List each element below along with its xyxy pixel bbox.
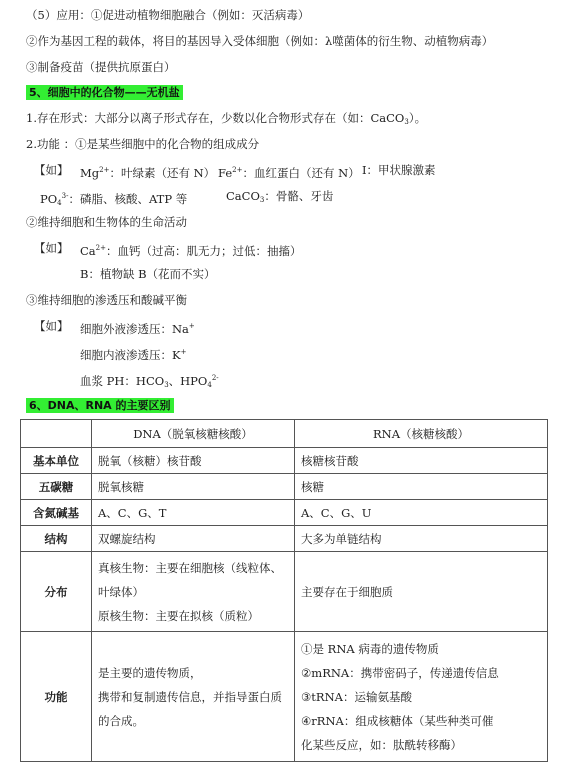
existence-end: ）。 [408, 111, 427, 125]
k-text: 细胞内液渗透压：K [80, 348, 181, 362]
example-tag: 【如】 [34, 241, 69, 255]
text-line-vaccine: ③制备疫苗（提供抗原蛋白） [26, 60, 176, 74]
text-line-maintain-life: ②维持细胞和生物体的生命活动 [26, 215, 187, 229]
po4-text: PO [40, 192, 58, 206]
example-line-4 [34, 318, 69, 334]
ph-mid: 、HPO [168, 374, 208, 388]
ph-sup2: 2- [211, 374, 219, 382]
cell-line: 原核生物：主要在拟核（质粒） [98, 608, 259, 623]
example-tag: 【如】 [34, 319, 69, 333]
ca-sup: 2+ [95, 244, 106, 252]
existence-text: 1.存在形式：大部分以离子形式存在，少数以化合物形式存在（如：CaCO [26, 111, 405, 125]
example-ca [80, 240, 301, 259]
text-line-osmotic: ③维持细胞的渗透压和酸碱平衡 [26, 293, 187, 307]
po4-rest: ：磷脂、核酸、ATP 等 [68, 192, 188, 206]
po4-sup: 3- [61, 192, 69, 200]
table-header-dna: DNA（脱氧核糖核酸） [92, 420, 295, 448]
table-row [21, 474, 548, 500]
example-line-3 [34, 240, 69, 256]
row-label: 分布 [21, 552, 92, 632]
ca-rest: ：血钙（过高：肌无力；过低：抽搐） [105, 244, 302, 258]
cell-line: 是主要的遗传物质， [98, 665, 202, 680]
mg-sup: 2+ [99, 166, 110, 174]
rna-cell: A、C、G、U [295, 500, 548, 526]
example-po4 [40, 188, 187, 211]
cell-line: 携带和复制遗传信息，并指导蛋白质 [98, 689, 282, 704]
fe-sup: 2+ [232, 166, 243, 174]
table-header-rna: RNA（核糖核酸） [295, 420, 548, 448]
table-row [21, 632, 548, 762]
row-label: 结构 [21, 526, 92, 552]
dna-rna-comparison-table [20, 419, 548, 762]
po4-sub: 4 [57, 199, 62, 207]
row-label: 功能 [21, 632, 92, 762]
ca-text: Ca [80, 244, 96, 258]
fe-text: Fe [218, 166, 233, 180]
example-tag: 【如】 [34, 163, 69, 177]
example-mg [80, 162, 215, 181]
dna-cell: 脱氧（核糖）核苷酸 [92, 448, 295, 474]
example-boron: B：植物缺 B（花而不实） [80, 267, 216, 281]
section-heading-5 [26, 84, 183, 101]
caco3-sub: 3 [259, 196, 265, 204]
mg-rest: ：叶绿素（还有 N） [109, 166, 216, 180]
section-heading-6 [26, 397, 174, 414]
dna-cell: 双螺旋结构 [92, 526, 295, 552]
text-line-function: 2.功能 ：①是某些细胞中的化合物的组成成分 [26, 137, 260, 151]
text-line-application: （5）应用：①促进动植物细胞融合（例如：灭活病毒） [26, 8, 310, 22]
dna-cell: A、C、G、T [92, 500, 295, 526]
cell-line: 化某些反应，如：肽酰转移酶） [301, 737, 462, 752]
row-label: 五碳糖 [21, 474, 92, 500]
na-text: 细胞外液渗透压：Na [80, 322, 189, 336]
highlight-heading-5: 5、细胞中的化合物——无机盐 [26, 85, 183, 100]
caco3-rest: ：骨骼、牙齿 [264, 189, 334, 203]
ph-sub2: 4 [207, 381, 212, 389]
row-label: 含氮碱基 [21, 500, 92, 526]
na-sup: + [188, 322, 195, 330]
example-fe [218, 162, 360, 181]
example-k [80, 344, 186, 363]
fe-rest: ：血红蛋白（还有 N） [242, 166, 360, 180]
cell-line: 叶绿体） [98, 584, 144, 599]
table-row [21, 500, 548, 526]
cell-line: 真核生物：主要在细胞核（线粒体、 [98, 560, 282, 575]
rna-cell: 核糖核苷酸 [295, 448, 548, 474]
table-header-row [21, 420, 548, 448]
cell-line: ①是 RNA 病毒的遗传物质 [301, 641, 439, 656]
table-row [21, 552, 548, 632]
dna-cell [92, 632, 295, 762]
rna-cell: 主要存在于细胞质 [295, 552, 548, 632]
table-row [21, 526, 548, 552]
mg-text: Mg [80, 166, 100, 180]
cell-line: ②mRNA：携带密码子，传递遗传信息 [301, 665, 499, 680]
rna-cell: 核糖 [295, 474, 548, 500]
example-plasma-ph [80, 370, 219, 393]
text-line-existence [26, 110, 426, 130]
row-label: 基本单位 [21, 448, 92, 474]
dna-cell [92, 552, 295, 632]
dna-cell: 脱氧核糖 [92, 474, 295, 500]
example-na [80, 318, 195, 337]
k-sup: + [180, 348, 187, 356]
example-line-1 [34, 162, 69, 178]
cell-line: ③tRNA：运输氨基酸 [301, 689, 412, 704]
highlight-heading-6: 6、DNA、RNA 的主要区别 [26, 398, 174, 413]
cell-line: 的合成。 [98, 713, 144, 728]
text-line-vector: ②作为基因工程的载体，将目的基因导入受体细胞（例如：λ噬菌体的衍生物、动植物病毒） [26, 34, 494, 48]
example-iodine: I：甲状腺激素 [362, 163, 436, 177]
existence-sub: 3 [404, 118, 409, 126]
table-row [21, 448, 548, 474]
table-header-empty [21, 420, 92, 448]
ph-sub: 3 [164, 381, 169, 389]
caco3-text: CaCO [226, 189, 260, 203]
rna-cell [295, 632, 548, 762]
rna-cell: 大多为单链结构 [295, 526, 548, 552]
ph-text: 血浆 PH：HCO [80, 374, 165, 388]
example-caco3 [226, 188, 333, 208]
cell-line: ④rRNA：组成核糖体（某些种类可催 [301, 713, 494, 728]
